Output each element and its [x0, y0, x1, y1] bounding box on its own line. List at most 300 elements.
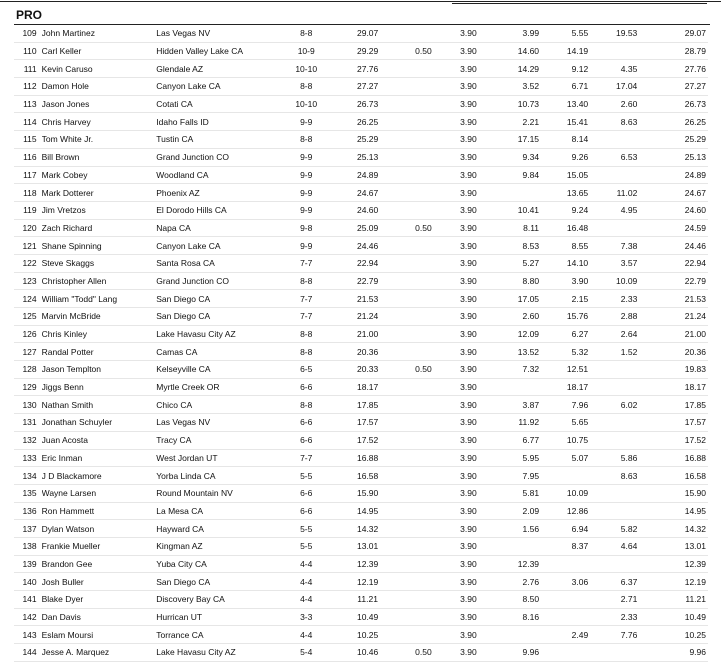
base-cell: 3.90: [446, 396, 491, 414]
score-2-cell: 9.26: [539, 148, 588, 166]
score-2-cell: 8.14: [539, 131, 588, 149]
score-3-cell: 5.82: [588, 520, 637, 538]
final-cell: 16.88: [670, 449, 708, 467]
table-row: [14, 42, 708, 60]
final-cell: 25.13: [670, 148, 708, 166]
name-cell: Zach Richard: [42, 219, 157, 237]
table-row: [14, 272, 708, 290]
name-cell: Mark Cobey: [42, 166, 157, 184]
final-cell: 24.67: [670, 184, 708, 202]
score-1-cell: 8.50: [491, 591, 539, 609]
score-4-cell: [637, 219, 670, 237]
score-4-cell: [637, 60, 670, 78]
score-1-cell: 1.56: [491, 520, 539, 538]
base-cell: 3.90: [446, 502, 491, 520]
table-row: [14, 502, 708, 520]
score-4-cell: [637, 608, 670, 626]
city-cell: Glendale AZ: [156, 60, 278, 78]
base-cell: 3.90: [446, 467, 491, 485]
score-2-cell: 10.09: [539, 484, 588, 502]
bonus-cell: [401, 520, 446, 538]
table-row: [14, 219, 708, 237]
base-cell: 3.90: [446, 166, 491, 184]
total-cell: 14.95: [334, 502, 401, 520]
rank-cell: 143: [14, 626, 42, 644]
total-cell: 21.53: [334, 290, 401, 308]
base-cell: 3.90: [446, 148, 491, 166]
record-cell: 7-7: [278, 290, 334, 308]
score-4-cell: [637, 131, 670, 149]
score-4-cell: [637, 591, 670, 609]
table-row: [14, 308, 708, 326]
final-cell: 13.01: [670, 537, 708, 555]
score-2-cell: [539, 608, 588, 626]
score-2-cell: 5.65: [539, 414, 588, 432]
score-3-cell: 17.04: [588, 78, 637, 96]
bonus-cell: [401, 308, 446, 326]
score-1-cell: 9.96: [491, 644, 539, 662]
final-cell: 19.83: [670, 361, 708, 379]
total-cell: 24.89: [334, 166, 401, 184]
score-4-cell: [637, 555, 670, 573]
final-cell: 15.90: [670, 484, 708, 502]
base-cell: 3.90: [446, 308, 491, 326]
city-cell: Discovery Bay CA: [156, 591, 278, 609]
bonus-cell: [401, 325, 446, 343]
name-cell: Marvin McBride: [42, 308, 157, 326]
rank-cell: 127: [14, 343, 42, 361]
score-4-cell: [637, 502, 670, 520]
name-cell: Christopher Allen: [42, 272, 157, 290]
record-cell: 8-8: [278, 343, 334, 361]
final-cell: 24.59: [670, 219, 708, 237]
name-cell: Wayne Larsen: [42, 484, 157, 502]
standings-table: [14, 25, 708, 662]
city-cell: San Diego CA: [156, 308, 278, 326]
base-cell: 3.90: [446, 325, 491, 343]
total-cell: 17.52: [334, 431, 401, 449]
table-row: [14, 520, 708, 538]
score-1-cell: 13.52: [491, 343, 539, 361]
table-row: [14, 467, 708, 485]
score-1-cell: 17.05: [491, 290, 539, 308]
score-4-cell: [637, 626, 670, 644]
table-row: [14, 644, 708, 662]
bonus-cell: [401, 431, 446, 449]
bonus-cell: [401, 537, 446, 555]
score-2-cell: 2.15: [539, 290, 588, 308]
score-2-cell: 9.12: [539, 60, 588, 78]
total-cell: 25.09: [334, 219, 401, 237]
city-cell: Las Vegas NV: [156, 25, 278, 42]
table-row: [14, 166, 708, 184]
score-4-cell: [637, 343, 670, 361]
city-cell: La Mesa CA: [156, 502, 278, 520]
city-cell: Hayward CA: [156, 520, 278, 538]
record-cell: 8-8: [278, 396, 334, 414]
score-1-cell: 14.29: [491, 60, 539, 78]
score-1-cell: 10.73: [491, 95, 539, 113]
final-cell: 17.52: [670, 431, 708, 449]
score-4-cell: [637, 254, 670, 272]
record-cell: 6-6: [278, 431, 334, 449]
city-cell: Yorba Linda CA: [156, 467, 278, 485]
record-cell: 5-5: [278, 537, 334, 555]
score-1-cell: 10.41: [491, 201, 539, 219]
base-cell: 3.90: [446, 608, 491, 626]
score-3-cell: 3.57: [588, 254, 637, 272]
score-3-cell: [588, 219, 637, 237]
score-2-cell: 15.76: [539, 308, 588, 326]
record-cell: 4-4: [278, 591, 334, 609]
rank-cell: 135: [14, 484, 42, 502]
rank-cell: 113: [14, 95, 42, 113]
base-cell: 3.90: [446, 520, 491, 538]
record-cell: 9-9: [278, 148, 334, 166]
score-4-cell: [637, 431, 670, 449]
table-row: [14, 254, 708, 272]
name-cell: Jonathan Schuyler: [42, 414, 157, 432]
total-cell: 26.73: [334, 95, 401, 113]
rank-cell: 117: [14, 166, 42, 184]
score-2-cell: [539, 644, 588, 662]
record-cell: 6-6: [278, 502, 334, 520]
final-cell: 11.21: [670, 591, 708, 609]
score-4-cell: [637, 573, 670, 591]
table-row: [14, 60, 708, 78]
score-1-cell: [491, 378, 539, 396]
score-2-cell: 15.41: [539, 113, 588, 131]
record-cell: 3-3: [278, 608, 334, 626]
name-cell: Chris Kinley: [42, 325, 157, 343]
score-1-cell: 3.87: [491, 396, 539, 414]
name-cell: Ron Hammett: [42, 502, 157, 520]
bonus-cell: [401, 184, 446, 202]
record-cell: 5-5: [278, 520, 334, 538]
score-4-cell: [637, 308, 670, 326]
score-4-cell: [637, 537, 670, 555]
score-3-cell: 2.88: [588, 308, 637, 326]
total-cell: 25.29: [334, 131, 401, 149]
score-4-cell: [637, 484, 670, 502]
score-1-cell: [491, 626, 539, 644]
table-row: [14, 591, 708, 609]
bonus-cell: [401, 502, 446, 520]
total-cell: 14.32: [334, 520, 401, 538]
rank-cell: 125: [14, 308, 42, 326]
score-2-cell: [539, 467, 588, 485]
score-3-cell: 7.76: [588, 626, 637, 644]
score-3-cell: [588, 361, 637, 379]
base-cell: 3.90: [446, 555, 491, 573]
score-1-cell: 8.53: [491, 237, 539, 255]
base-cell: 3.90: [446, 573, 491, 591]
city-cell: Las Vegas NV: [156, 414, 278, 432]
score-2-cell: 8.55: [539, 237, 588, 255]
rank-cell: 128: [14, 361, 42, 379]
section-title: PRO: [16, 8, 43, 22]
bonus-cell: [401, 60, 446, 78]
base-cell: 3.90: [446, 184, 491, 202]
city-cell: Grand Junction CO: [156, 148, 278, 166]
table-row: [14, 484, 708, 502]
base-cell: 3.90: [446, 237, 491, 255]
record-cell: 7-7: [278, 449, 334, 467]
table-row: [14, 361, 708, 379]
base-cell: 3.90: [446, 78, 491, 96]
city-cell: Lake Havasu City AZ: [156, 644, 278, 662]
name-cell: Bill Brown: [42, 148, 157, 166]
total-cell: 11.21: [334, 591, 401, 609]
city-cell: Grand Junction CO: [156, 272, 278, 290]
rank-cell: 142: [14, 608, 42, 626]
record-cell: 6-5: [278, 361, 334, 379]
score-4-cell: [637, 449, 670, 467]
score-1-cell: 2.76: [491, 573, 539, 591]
score-4-cell: [637, 78, 670, 96]
city-cell: Round Mountain NV: [156, 484, 278, 502]
base-cell: 3.90: [446, 378, 491, 396]
city-cell: Woodland CA: [156, 166, 278, 184]
bonus-cell: [401, 484, 446, 502]
record-cell: 10-10: [278, 60, 334, 78]
total-cell: 12.19: [334, 573, 401, 591]
table-row: [14, 396, 708, 414]
score-3-cell: 8.63: [588, 113, 637, 131]
bonus-cell: [401, 343, 446, 361]
table-row: [14, 25, 708, 42]
total-cell: 10.49: [334, 608, 401, 626]
final-cell: 20.36: [670, 343, 708, 361]
final-cell: 21.24: [670, 308, 708, 326]
name-cell: Jason Templton: [42, 361, 157, 379]
score-2-cell: 6.94: [539, 520, 588, 538]
city-cell: Napa CA: [156, 219, 278, 237]
score-3-cell: 5.86: [588, 449, 637, 467]
total-cell: 24.60: [334, 201, 401, 219]
table-row: [14, 414, 708, 432]
total-cell: 17.85: [334, 396, 401, 414]
score-2-cell: 6.27: [539, 325, 588, 343]
rank-cell: 122: [14, 254, 42, 272]
score-1-cell: 12.39: [491, 555, 539, 573]
base-cell: 3.90: [446, 219, 491, 237]
top-rule-right: [452, 3, 707, 4]
score-3-cell: 2.60: [588, 95, 637, 113]
score-3-cell: 7.38: [588, 237, 637, 255]
score-4-cell: [637, 95, 670, 113]
bonus-cell: [401, 591, 446, 609]
city-cell: Canyon Lake CA: [156, 237, 278, 255]
bonus-cell: [401, 290, 446, 308]
base-cell: 3.90: [446, 290, 491, 308]
score-4-cell: [637, 166, 670, 184]
city-cell: Kelseyville CA: [156, 361, 278, 379]
score-2-cell: 14.19: [539, 42, 588, 60]
rank-cell: 144: [14, 644, 42, 662]
score-3-cell: 6.37: [588, 573, 637, 591]
score-3-cell: 4.64: [588, 537, 637, 555]
score-3-cell: 2.33: [588, 290, 637, 308]
bonus-cell: [401, 626, 446, 644]
table-row: [14, 608, 708, 626]
base-cell: 3.90: [446, 131, 491, 149]
rank-cell: 132: [14, 431, 42, 449]
final-cell: 9.96: [670, 644, 708, 662]
base-cell: 3.90: [446, 95, 491, 113]
score-3-cell: [588, 131, 637, 149]
score-4-cell: [637, 201, 670, 219]
name-cell: Damon Hole: [42, 78, 157, 96]
bonus-cell: [401, 113, 446, 131]
top-rule: [0, 1, 721, 2]
total-cell: 13.01: [334, 537, 401, 555]
name-cell: Jason Jones: [42, 95, 157, 113]
score-2-cell: [539, 591, 588, 609]
score-1-cell: 14.60: [491, 42, 539, 60]
city-cell: Tracy CA: [156, 431, 278, 449]
score-3-cell: 10.09: [588, 272, 637, 290]
score-4-cell: [637, 414, 670, 432]
rank-cell: 124: [14, 290, 42, 308]
score-3-cell: [588, 378, 637, 396]
table-row: [14, 449, 708, 467]
final-cell: 12.39: [670, 555, 708, 573]
score-4-cell: [637, 361, 670, 379]
city-cell: Yuba City CA: [156, 555, 278, 573]
city-cell: Kingman AZ: [156, 537, 278, 555]
score-1-cell: 8.16: [491, 608, 539, 626]
score-1-cell: 2.21: [491, 113, 539, 131]
score-3-cell: [588, 431, 637, 449]
rank-cell: 129: [14, 378, 42, 396]
final-cell: 27.27: [670, 78, 708, 96]
record-cell: 5-5: [278, 467, 334, 485]
table-row: [14, 95, 708, 113]
name-cell: Jiggs Benn: [42, 378, 157, 396]
bonus-cell: 0.50: [401, 42, 446, 60]
score-3-cell: [588, 555, 637, 573]
final-cell: 18.17: [670, 378, 708, 396]
city-cell: Lake Havasu City AZ: [156, 325, 278, 343]
rank-cell: 112: [14, 78, 42, 96]
city-cell: Torrance CA: [156, 626, 278, 644]
score-3-cell: [588, 414, 637, 432]
rank-cell: 119: [14, 201, 42, 219]
score-1-cell: 2.09: [491, 502, 539, 520]
score-3-cell: 11.02: [588, 184, 637, 202]
table-row: [14, 201, 708, 219]
score-3-cell: 4.35: [588, 60, 637, 78]
score-1-cell: 2.60: [491, 308, 539, 326]
rank-cell: 131: [14, 414, 42, 432]
rank-cell: 109: [14, 25, 42, 42]
final-cell: 14.32: [670, 520, 708, 538]
total-cell: 22.94: [334, 254, 401, 272]
record-cell: 7-7: [278, 254, 334, 272]
score-3-cell: [588, 166, 637, 184]
name-cell: Tom White Jr.: [42, 131, 157, 149]
score-2-cell: 3.90: [539, 272, 588, 290]
bonus-cell: [401, 78, 446, 96]
score-1-cell: [491, 537, 539, 555]
bonus-cell: [401, 467, 446, 485]
score-4-cell: [637, 290, 670, 308]
name-cell: Frankie Mueller: [42, 537, 157, 555]
score-1-cell: 5.27: [491, 254, 539, 272]
record-cell: 6-6: [278, 484, 334, 502]
total-cell: 10.25: [334, 626, 401, 644]
rank-cell: 120: [14, 219, 42, 237]
city-cell: Canyon Lake CA: [156, 78, 278, 96]
record-cell: 9-8: [278, 219, 334, 237]
base-cell: 3.90: [446, 42, 491, 60]
score-1-cell: 17.15: [491, 131, 539, 149]
rank-cell: 115: [14, 131, 42, 149]
score-2-cell: 9.24: [539, 201, 588, 219]
bonus-cell: [401, 166, 446, 184]
base-cell: 3.90: [446, 626, 491, 644]
city-cell: Phoenix AZ: [156, 184, 278, 202]
city-cell: Chico CA: [156, 396, 278, 414]
score-3-cell: [588, 644, 637, 662]
city-cell: Myrtle Creek OR: [156, 378, 278, 396]
rank-cell: 133: [14, 449, 42, 467]
bonus-cell: [401, 414, 446, 432]
score-3-cell: 6.53: [588, 148, 637, 166]
record-cell: 8-8: [278, 325, 334, 343]
name-cell: Nathan Smith: [42, 396, 157, 414]
score-1-cell: [491, 184, 539, 202]
total-cell: 21.24: [334, 308, 401, 326]
name-cell: Steve Skaggs: [42, 254, 157, 272]
final-cell: 12.19: [670, 573, 708, 591]
score-2-cell: 5.32: [539, 343, 588, 361]
total-cell: 17.57: [334, 414, 401, 432]
score-2-cell: 5.07: [539, 449, 588, 467]
base-cell: 3.90: [446, 644, 491, 662]
table-row: [14, 131, 708, 149]
total-cell: 21.00: [334, 325, 401, 343]
table-row: [14, 431, 708, 449]
final-cell: 14.95: [670, 502, 708, 520]
score-4-cell: [637, 148, 670, 166]
rank-cell: 121: [14, 237, 42, 255]
rank-cell: 139: [14, 555, 42, 573]
score-1-cell: 8.11: [491, 219, 539, 237]
final-cell: 24.60: [670, 201, 708, 219]
base-cell: 3.90: [446, 201, 491, 219]
base-cell: 3.90: [446, 272, 491, 290]
table-row: [14, 148, 708, 166]
total-cell: 16.88: [334, 449, 401, 467]
base-cell: 3.90: [446, 414, 491, 432]
total-cell: 24.67: [334, 184, 401, 202]
city-cell: El Dorodo Hills CA: [156, 201, 278, 219]
base-cell: 3.90: [446, 591, 491, 609]
score-3-cell: 2.33: [588, 608, 637, 626]
total-cell: 15.90: [334, 484, 401, 502]
bonus-cell: 0.50: [401, 219, 446, 237]
final-cell: 26.73: [670, 95, 708, 113]
score-4-cell: [637, 113, 670, 131]
record-cell: 7-7: [278, 308, 334, 326]
score-1-cell: 8.80: [491, 272, 539, 290]
city-cell: San Diego CA: [156, 290, 278, 308]
final-cell: 28.79: [670, 42, 708, 60]
score-4-cell: [637, 272, 670, 290]
table-row: [14, 237, 708, 255]
